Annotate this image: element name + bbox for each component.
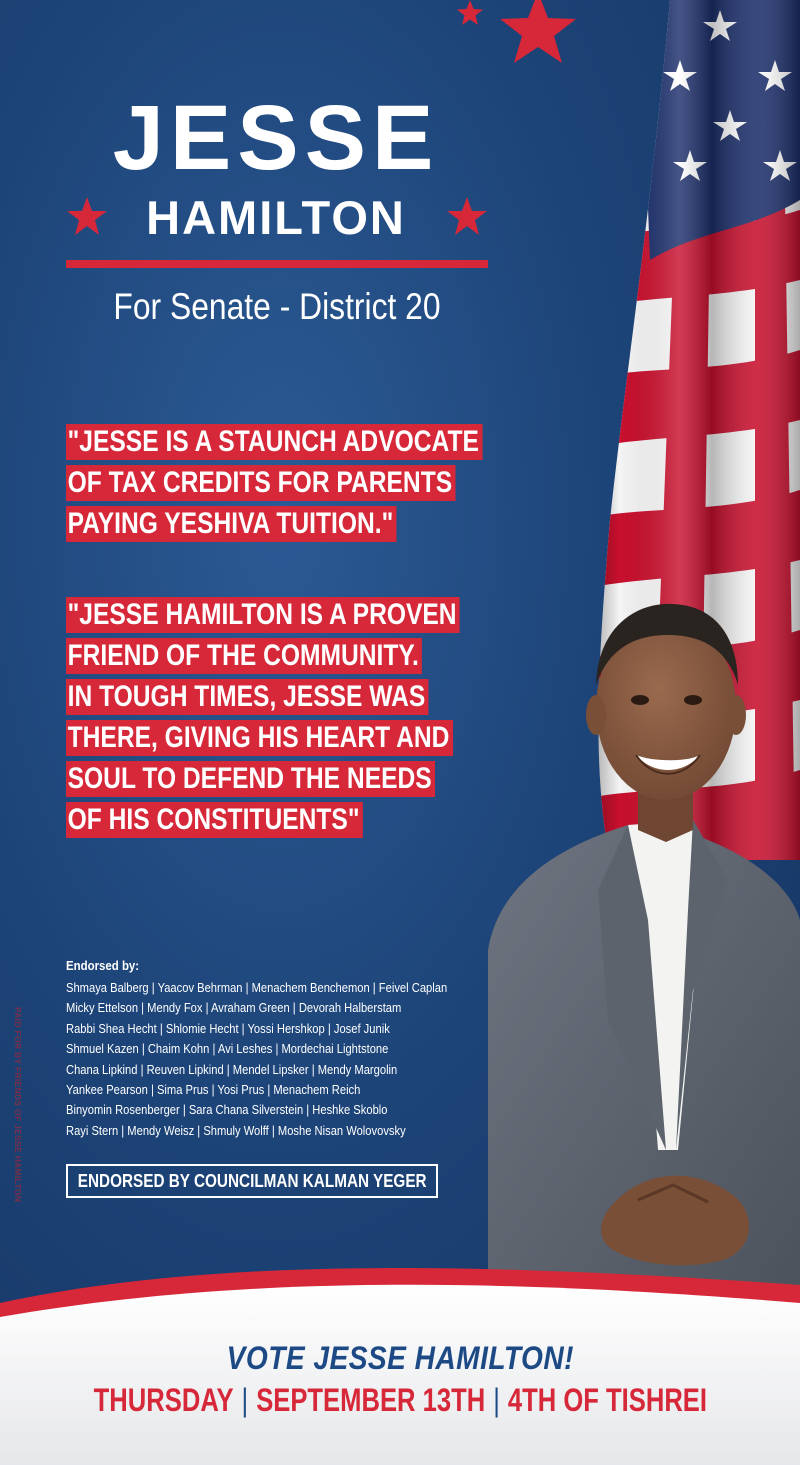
quote-line: FRIEND OF THE COMMUNITY. [66, 638, 422, 674]
endorsers-row: Shmaya Balberg | Yaacov Behrman | Menachem Benchemon | Feivel Caplan [66, 980, 448, 995]
endorsers-list [66, 978, 496, 1141]
vote-text: VOTE JESSE HAMILTON! [226, 1340, 574, 1376]
quote-line: "JESSE HAMILTON IS A PROVEN [66, 597, 460, 633]
election-date [0, 1382, 800, 1419]
election-date-value: SEPTEMBER 13TH [255, 1382, 485, 1418]
candidate-photo [488, 590, 800, 1310]
star-icon [492, 0, 584, 66]
star-icon [455, 0, 485, 26]
quote-line: IN TOUGH TIMES, JESSE WAS [66, 679, 429, 715]
candidate-last-name: HAMILTON [146, 191, 406, 244]
quote-line: OF TAX CREDITS FOR PARENTS [66, 465, 455, 501]
quote-block [66, 424, 506, 547]
endorsers-row: Rayi Stern | Mendy Weisz | Shmuly Wolff | Moshe Nisan Wolovovsky [66, 1122, 406, 1138]
quote-line: SOUL TO DEFEND THE NEEDS [66, 761, 435, 797]
paid-for-disclaimer: PAID FOR BY FRIENDS OF JESSE HAMILTON [13, 1007, 23, 1203]
endorsements-heading: Endorsed by: [66, 958, 140, 973]
title-divider [66, 260, 488, 268]
endorsers-row: Shmuel Kazen | Chaim Kohn | Avi Leshes | Mordechai Lightstone [66, 1041, 389, 1057]
quote-block [66, 597, 506, 843]
quote-line: PAYING YESHIVA TUITION." [66, 506, 397, 542]
date-separator: | [492, 1382, 500, 1418]
candidate-first-name: JESSE [112, 87, 440, 189]
endorsers-row: Micky Ettelson | Mendy Fox | Avraham Green | Devorah Halberstam [66, 1000, 402, 1016]
quote-line: THERE, GIVING HIS HEART AND [66, 720, 453, 756]
endorsers-row: Chana Lipkind | Reuven Lipkind | Mendel Lipsker | Mendy Margolin [66, 1061, 398, 1077]
endorsers-row: Binyomin Rosenberger | Sara Chana Silverstein | Heshke Skoblo [66, 1102, 388, 1118]
date-separator: | [241, 1382, 248, 1418]
councilman-endorsement-badge [66, 1164, 438, 1198]
councilman-endorsement-text: ENDORSED BY COUNCILMAN KALMAN YEGER [77, 1170, 427, 1191]
vote-call-to-action [0, 1340, 800, 1377]
office-subtitle: For Senate - District 20 [113, 286, 441, 327]
star-icon [446, 196, 488, 236]
election-day: THURSDAY [93, 1382, 234, 1418]
election-date-inner [93, 1382, 706, 1419]
quote-line: "JESSE IS A STAUNCH ADVOCATE [66, 424, 482, 460]
star-icon [66, 196, 108, 236]
endorsers-row: Rabbi Shea Hecht | Shlomie Hecht | Yossi Hershkop | Josef Junik [66, 1020, 390, 1036]
hebrew-date: 4TH OF TISHREI [507, 1382, 707, 1418]
quote-line: OF HIS CONSTITUENTS" [66, 802, 363, 838]
endorsers-row: Yankee Pearson | Sima Prus | Yosi Prus | Menachem Reich [66, 1082, 361, 1098]
